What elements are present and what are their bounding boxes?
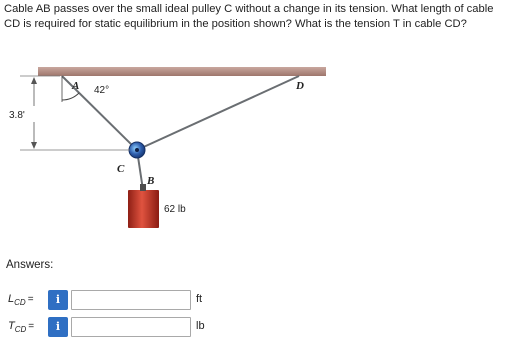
info-icon[interactable]: i bbox=[48, 290, 68, 310]
lcd-label: $L_{CD}$ = bbox=[8, 293, 34, 308]
pulley-hub bbox=[135, 148, 139, 152]
dim-arrow-up bbox=[31, 77, 37, 84]
tcd-label: $T_{CD}$ = bbox=[8, 320, 35, 335]
problem-line-1: Cable AB passes over the small ideal pulley C without a change in its tension. What length of cable bbox=[4, 3, 494, 15]
weight-block bbox=[128, 190, 159, 228]
angle-arc bbox=[62, 93, 79, 100]
dim-arrow-down bbox=[31, 142, 37, 149]
weight-hook bbox=[140, 184, 146, 191]
info-icon[interactable]: i bbox=[48, 317, 68, 337]
ceiling-beam bbox=[38, 67, 326, 76]
problem-line-2: CD is required for static equilibrium in the position shown? What is the tension T in cable CD? bbox=[4, 18, 467, 30]
tcd-answer-input[interactable] bbox=[71, 317, 191, 337]
label-d: D bbox=[296, 80, 304, 92]
lcd-answer-input[interactable] bbox=[71, 290, 191, 310]
label-angle: 42° bbox=[94, 85, 110, 96]
tcd-unit: lb bbox=[196, 320, 205, 332]
label-a: A bbox=[72, 80, 80, 92]
answers-heading: Answers: bbox=[6, 259, 54, 271]
lcd-unit: ft bbox=[196, 293, 203, 305]
cable-cd bbox=[137, 76, 299, 150]
label-b: B bbox=[147, 175, 155, 187]
label-height: 3.8' bbox=[9, 110, 25, 121]
label-c: C bbox=[117, 163, 125, 175]
label-weight: 62 lb bbox=[164, 204, 186, 215]
